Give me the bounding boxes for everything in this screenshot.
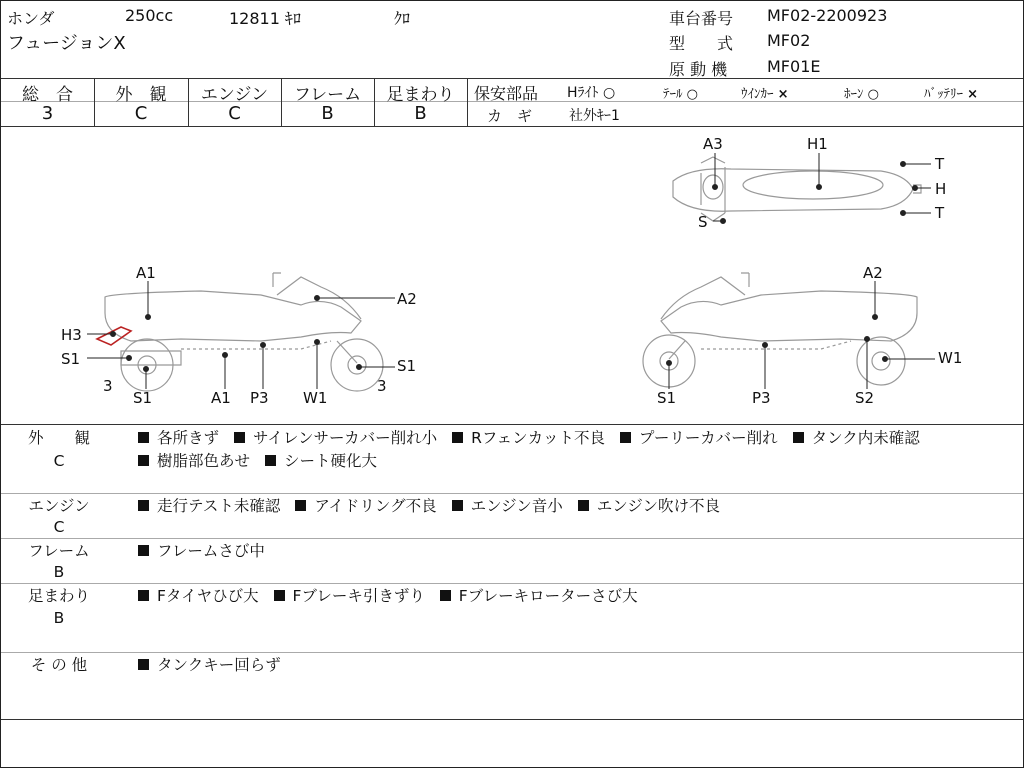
leader-dot [146,315,151,320]
bullet-square-icon [274,590,285,601]
section-other-notes [138,654,1018,677]
leader-dot [817,185,822,190]
note-item: Rフェンカット不良 [452,429,605,447]
model-name: フュージョンX [7,33,126,54]
color: ｸﾛ [394,9,411,28]
notes-line [138,427,1018,450]
safety-item-winker: ｳｲﾝｶｰ × [741,87,789,102]
note-item: Fタイヤひび大 [138,587,259,605]
divider [1,652,1023,653]
section-engine-notes [138,495,1018,518]
divider [1,78,1023,79]
scooter-fork-left [337,341,357,363]
leader-dot [713,185,718,190]
bullet-square-icon [295,500,306,511]
leader-dot [865,337,870,342]
note-item: エンジン音小 [452,497,563,515]
note-item: プーリーカバー削れ [620,429,778,447]
section-suspension-grade: B [53,609,65,627]
bullet-square-icon [452,500,463,511]
scooter-seat-top [743,171,883,199]
note-item: 樹脂部色あせ [138,452,250,470]
section-frame-notes [138,540,1018,563]
scooter-floor-right [701,341,851,349]
note-item: サイレンサーカバー削れ小 [234,429,437,447]
note-item: フレームさび中 [138,542,265,560]
scooter-body-top [673,169,913,211]
leader-dot [261,343,266,348]
notes-line [138,450,1018,473]
label-a2-left: A2 [397,290,417,308]
leader-dot [144,367,149,372]
section-engine-label: エンジン [28,497,90,515]
bullet-square-icon [138,455,149,466]
label-t1: T [935,155,945,173]
note-item: 走行テスト未確認 [138,497,280,515]
divider [1,538,1023,539]
scooter-rear-hub-right [872,352,890,370]
leader-dot [901,211,906,216]
section-exterior-grade: C [53,452,65,470]
safety-item-horn: ﾎｰﾝ ○ [844,87,879,102]
notes-line [138,654,1018,677]
leader-dot [357,365,362,370]
bullet-square-icon [793,432,804,443]
label-p3-right: P3 [752,389,771,407]
scooter-mirror-left [273,273,281,287]
leader-dot [127,356,132,361]
mileage: 12811 ｷﾛ [229,9,301,28]
leader-dot [913,186,918,191]
label-s2: S2 [855,389,875,407]
label-s1-bottom: S1 [133,389,153,407]
bullet-square-icon [265,455,276,466]
bullet-square-icon [138,432,149,443]
divider [1,493,1023,494]
model-code: MF02 [767,31,811,50]
bullet-square-icon [578,500,589,511]
label-s: S [698,213,708,231]
grade-engine-value: C [228,103,241,124]
label-h: H [935,180,947,198]
label-s1-right-view: S1 [657,389,677,407]
bullet-square-icon [138,545,149,556]
damage-diagram [1,127,1023,423]
section-frame-grade: B [53,563,65,581]
leader-dot [667,361,672,366]
bullet-square-icon [452,432,463,443]
note-item: シート硬化大 [265,452,377,470]
section-exterior-label: 外 観 [27,429,90,447]
safety-item-headlight: Hﾗｲﾄ ○ [567,85,616,101]
section-suspension-notes [138,585,1018,608]
grade-frame-label: フレーム [293,85,362,105]
scooter-left-view [105,273,383,391]
divider [1,719,1023,720]
label-p3-left: P3 [250,389,269,407]
section-frame-label: フレーム [28,542,90,560]
safety-item-tail: ﾃｰﾙ ○ [663,87,698,102]
grade-total-label: 総 合 [22,85,73,105]
note-item: エンジン吹け不良 [578,497,720,515]
notes-line [138,540,1018,563]
label-a1-top: A1 [136,264,156,282]
grade-total-value: 3 [41,103,54,124]
notes-line [138,495,1018,518]
engine-code: MF01E [767,57,821,76]
safety-label: 保安部品 [474,84,539,103]
displacement: 250cc [125,6,174,25]
leader-dot [901,162,906,167]
leader-dot [223,353,228,358]
note-item: Fブレーキローターさび大 [440,587,638,605]
leader-dot [763,343,768,348]
label-h1: H1 [807,135,828,153]
scooter-mirror-right [741,273,749,287]
section-exterior-notes [138,427,1018,473]
grade-frame-value: B [321,103,334,124]
grade-exterior-label: 外 観 [115,85,167,105]
scooter-floor-left [181,341,331,349]
note-item: タンクキー回らず [138,656,281,674]
scooter-rear-wheel-right [857,337,905,385]
label-3-left: 3 [103,377,113,395]
bullet-square-icon [138,659,149,670]
note-item: タンク内未確認 [793,429,920,447]
leader-dot [721,219,726,224]
bullet-square-icon [234,432,245,443]
bullet-square-icon [620,432,631,443]
label-s1-left: S1 [61,350,81,368]
divider [467,78,468,126]
leader-dot [315,340,320,345]
leader-dot [111,332,116,337]
label-a2-right: A2 [863,264,883,282]
safety-item-battery: ﾊﾞｯﾃﾘｰ × [924,87,979,102]
label-a1-bottom: A1 [211,389,231,407]
grade-suspension-value: B [414,103,427,124]
label-3-right: 3 [377,377,387,395]
model-label: 型 式 [669,34,734,53]
note-item: 各所きず [138,429,219,447]
label-h3: H3 [61,326,82,344]
maker: ホンダ [7,9,55,28]
key-label: カ ギ [487,107,533,125]
label-w1-right: W1 [938,349,963,367]
scooter-top-view [673,157,921,221]
section-engine-grade: C [53,518,65,536]
leader-dot [873,315,878,320]
scooter-handlebar-top [701,167,725,213]
scooter-body-right [661,291,917,341]
key-value: 社外ｷｰ1 [569,108,620,124]
label-t2: T [935,204,945,222]
frame-no-label: 車台番号 [669,9,734,28]
bullet-square-icon [138,500,149,511]
grade-suspension-label: 足まわり [386,85,455,105]
label-a3: A3 [703,135,723,153]
section-other-label: そ の 他 [30,656,88,674]
note-item: Fブレーキ引きずり [274,587,425,605]
grade-engine-label: エンジン [200,85,269,105]
engine-label: 原 動 機 [669,60,728,79]
bullet-square-icon [440,590,451,601]
frame-no: MF02-2200923 [767,6,888,25]
leader-dot [315,296,320,301]
note-item: アイドリング不良 [295,497,436,515]
leader-lines [87,153,935,389]
scooter-right-view [643,273,917,387]
label-s1-right: S1 [397,357,417,375]
divider [1,424,1023,425]
grade-exterior-value: C [134,103,148,124]
section-suspension-label: 足まわり [27,587,90,605]
bullet-square-icon [138,590,149,601]
leader-dot [883,357,888,362]
label-w1-left: W1 [303,389,328,407]
notes-line [138,585,1018,608]
divider [1,583,1023,584]
